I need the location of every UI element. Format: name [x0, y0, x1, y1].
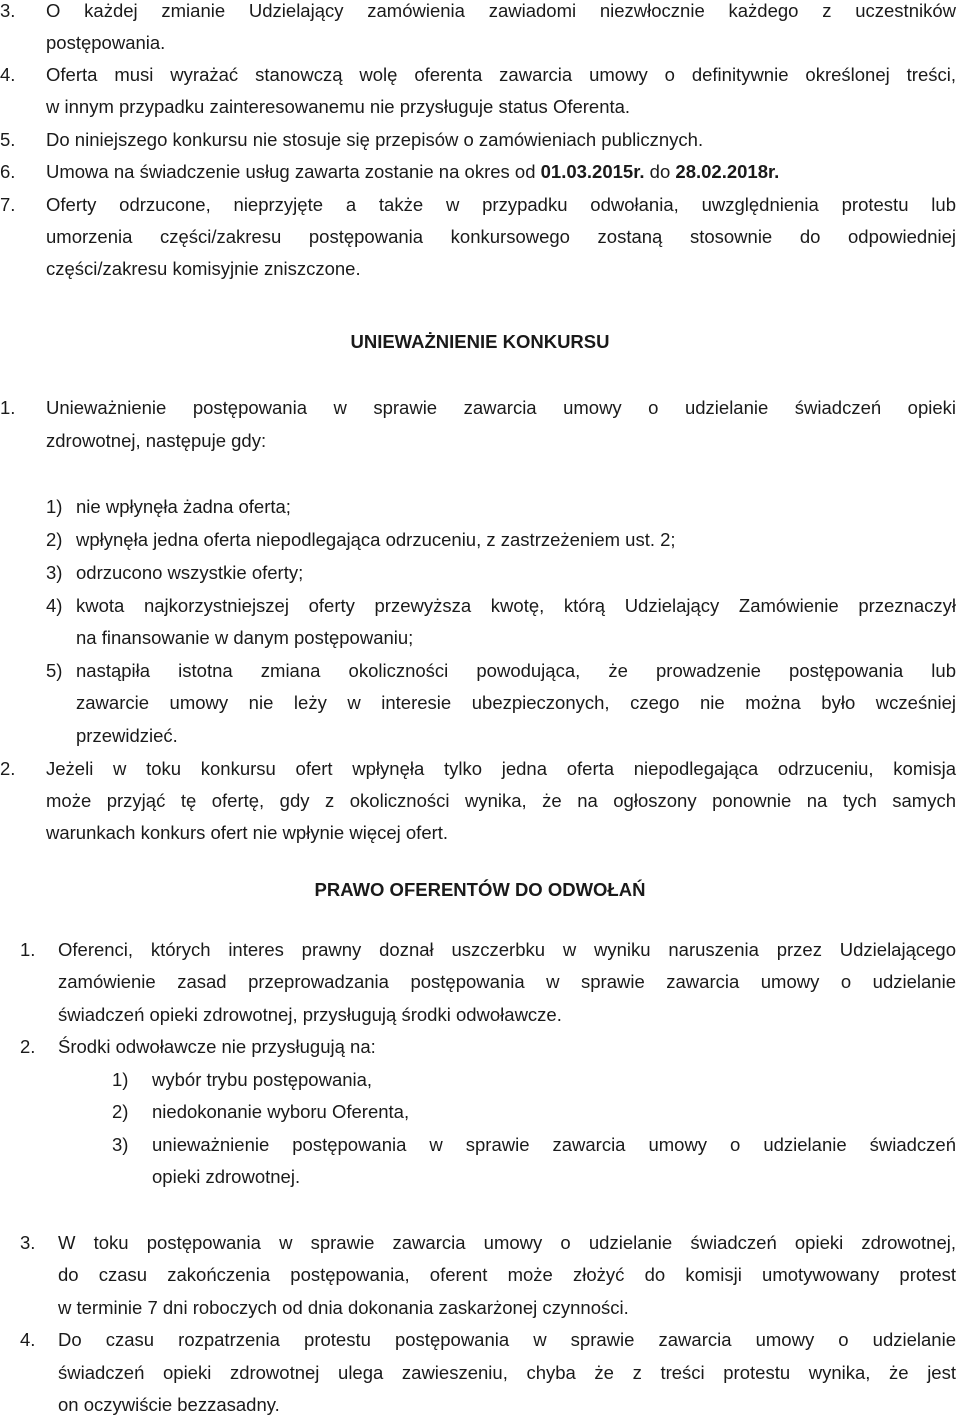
item-number: 2. — [20, 1036, 36, 1057]
text-line: warunkach konkurs ofert nie wpłynie więcej ofert. — [46, 822, 449, 843]
text-line: w innym przypadku zainteresowanemu nie przysługuje status Oferenta. — [46, 96, 631, 117]
item-number: 4. — [20, 1329, 36, 1350]
text-line: Do niniejszego konkursu nie stosuje się przepisów o zamówieniach publicznych. — [46, 129, 704, 150]
item-number: 1. — [20, 939, 36, 960]
text-line: zamówienie zasad przeprowadzania postępowania w sprawie zawarcia umowy o udzielanie — [58, 971, 956, 992]
text-line: do czasu zakończenia postępowania, oferent może złożyć do komisji umotywowany protest — [58, 1264, 956, 1285]
text-line: wpłynęła jedna oferta niepodlegająca odrzuceniu, z zastrzeżeniem ust. 2; — [76, 529, 676, 550]
text-line: w terminie 7 dni roboczych od dnia dokonania zaskarżonej czynności. — [58, 1297, 629, 1318]
item-number: 7. — [0, 194, 16, 215]
text-line: części/zakresu komisyjnie zniszczone. — [46, 258, 361, 279]
item-number: 2. — [0, 758, 16, 779]
text-line: nie wpłynęła żadna oferta; — [76, 496, 291, 517]
item-number: 1. — [0, 397, 16, 418]
text-line: O każdej zmianie Udzielający zamówienia zawiadomi niezwłocznie każdego z uczestników — [46, 0, 956, 21]
item-number: 3. — [0, 0, 16, 21]
text-line: Oferta musi wyrażać stanowczą wolę oferenta zawarcia umowy o definitywnie określonej treści, — [46, 64, 956, 85]
text-line: Środki odwoławcze nie przysługują na: — [58, 1036, 376, 1057]
text-line: na finansowanie w danym postępowaniu; — [76, 627, 414, 648]
text-line: może przyjąć tę ofertę, gdy z okoliczności wynika, że na ogłoszony ponownie na tych samych — [46, 790, 956, 811]
subitem-number: 3) — [112, 1134, 129, 1155]
text-line: nastąpiła istotna zmiana okoliczności powodująca, że prowadzenie postępowania lub — [76, 660, 956, 681]
item-number: 3. — [20, 1232, 36, 1253]
contract-period-to: do — [644, 161, 676, 182]
text-line: on oczywiście bezzasadny. — [58, 1394, 280, 1415]
item-number: 5. — [0, 129, 16, 150]
text-line: Oferenci, których interes prawny doznał uszczerbku w wyniku naruszenia przez Udzielającego — [58, 939, 956, 960]
section-heading-appeals: PRAWO OFERENTÓW DO ODWOŁAŃ — [314, 879, 646, 900]
subitem-number: 4) — [46, 595, 63, 616]
subitem-number: 2) — [112, 1101, 129, 1122]
text-line: postępowania. — [46, 32, 166, 53]
text-line: kwota najkorzystniejszej oferty przewyższa kwotę, którą Udzielający Zamówienie przeznaczył — [76, 595, 956, 616]
text-line: Jeżeli w toku konkursu ofert wpłynęła tylko jedna oferta niepodlegająca odrzuceniu, komisja — [46, 758, 956, 779]
text-line: Do czasu rozpatrzenia protestu postępowania w sprawie zawarcia umowy o udzielanie — [58, 1329, 956, 1350]
text-line: unieważnienie postępowania w sprawie zawarcia umowy o udzielanie świadczeń — [152, 1134, 956, 1155]
text-line: W toku postępowania w sprawie zawarcia umowy o udzielanie świadczeń opieki zdrowotnej, — [58, 1232, 956, 1253]
subitem-number: 5) — [46, 660, 63, 681]
text-line: Unieważnienie postępowania w sprawie zawarcia umowy o udzielanie świadczeń opieki — [46, 397, 956, 418]
text-line: niedokonanie wyboru Oferenta, — [152, 1101, 410, 1122]
contract-period-text: Umowa na świadczenie usług zawarta zostanie na okres od — [46, 161, 541, 182]
item-number: 4. — [0, 64, 16, 85]
subitem-number: 1) — [46, 496, 63, 517]
text-line: opieki zdrowotnej. — [152, 1166, 301, 1187]
subitem-number: 3) — [46, 562, 63, 583]
text-line: odrzucono wszystkie oferty; — [76, 562, 304, 583]
text-line: zdrowotnej, następuje gdy: — [46, 430, 267, 451]
text-line: przewidzieć. — [76, 725, 178, 746]
text-line: świadczeń opieki zdrowotnej ulega zawieszeniu, chyba że z treści protestu wynika, że jest — [58, 1362, 956, 1383]
text-line: świadczeń opieki zdrowotnej, przysługują środki odwoławcze. — [58, 1004, 562, 1025]
subitem-number: 2) — [46, 529, 63, 550]
text-line: wybór trybu postępowania, — [152, 1069, 373, 1090]
text-line: zawarcie umowy nie leży w interesie ubezpieczonych, czego nie można było wcześniej — [76, 692, 956, 713]
subitem-number: 1) — [112, 1069, 129, 1090]
text-line — [46, 161, 779, 183]
start-date: 01.03.2015r. — [540, 161, 645, 182]
text-line: umorzenia części/zakresu postępowania konkursowego zostaną stosownie do odpowiedniej — [46, 226, 956, 247]
section-heading-cancellation: UNIEWAŻNIENIE KONKURSU — [350, 331, 610, 352]
end-date: 28.02.2018r. — [675, 161, 780, 182]
text-line: Oferty odrzucone, nieprzyjęte a także w przypadku odwołania, uwzględnienia protestu lub — [46, 194, 956, 215]
item-number: 6. — [0, 161, 16, 182]
